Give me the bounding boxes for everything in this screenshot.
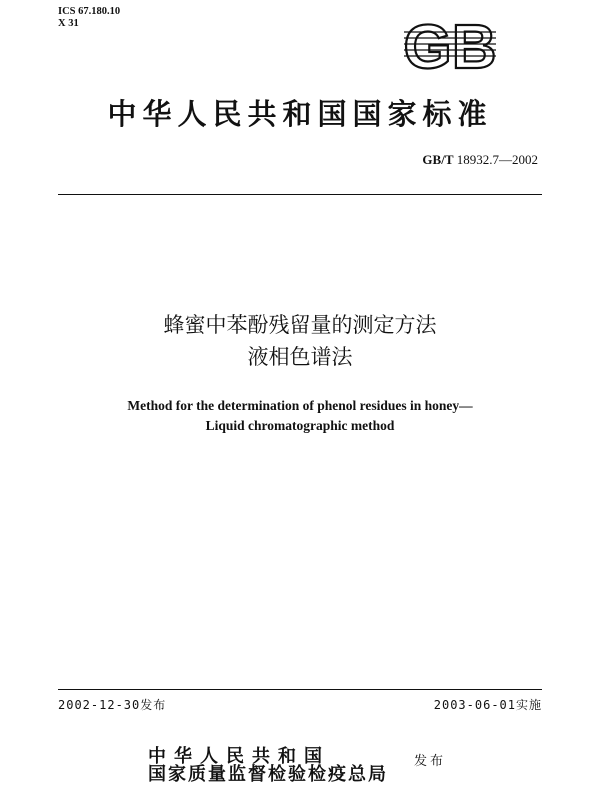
- publish-label: 发布: [414, 754, 447, 769]
- gb-logo-text: GB: [403, 18, 497, 74]
- publisher-line2: 国家质量监督检验检疫总局: [148, 764, 388, 785]
- ics-code: ICS 67.180.10: [58, 6, 121, 17]
- standard-codes: [58, 6, 120, 30]
- english-title-line2: Liquid chromatographic method: [205, 418, 395, 433]
- top-divider: [58, 194, 542, 195]
- classification-code: X 31: [58, 18, 79, 29]
- issue-date: 2002-12-30发布: [58, 698, 167, 712]
- gb-logo: [398, 18, 502, 74]
- bottom-divider: [58, 689, 542, 690]
- national-standard-title: 中华人民共和国国家标准: [107, 97, 493, 131]
- standard-number: [422, 152, 538, 168]
- publisher-line1: 中华人民共和国: [148, 746, 330, 767]
- chinese-title-line2: 液相色谱法: [247, 345, 353, 369]
- standard-number-prefix: GB/T: [422, 152, 454, 167]
- english-title-line1: Method for the determination of phenol residues in honey—: [127, 398, 473, 413]
- chinese-title-line1: 蜂蜜中苯酚残留量的测定方法: [163, 313, 437, 337]
- implementation-date: 2003-06-01实施: [433, 698, 542, 712]
- standard-number-value: 18932.7—2002: [456, 152, 538, 167]
